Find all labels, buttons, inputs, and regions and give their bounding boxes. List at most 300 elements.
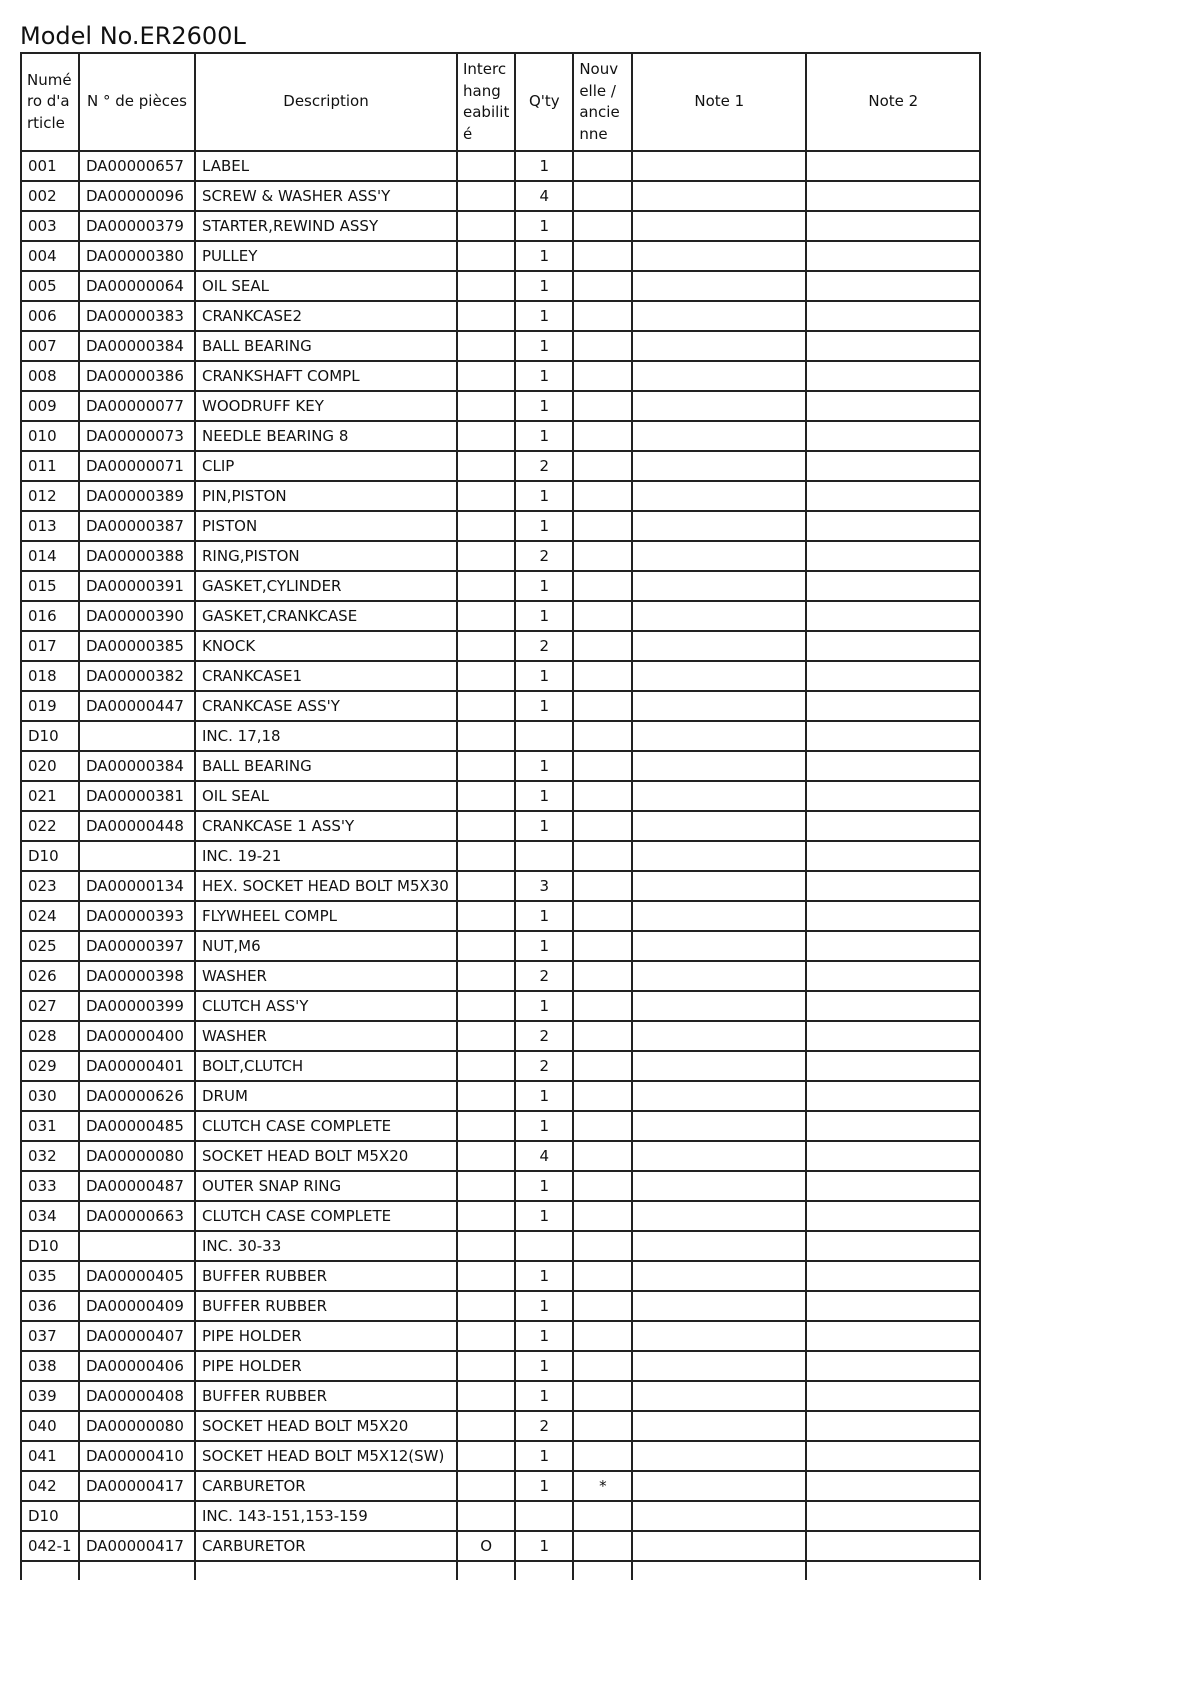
cell-quantity: 1 <box>515 781 573 811</box>
cell-quantity: 1 <box>515 241 573 271</box>
table-row <box>21 1231 980 1261</box>
cell-note-1 <box>632 1201 806 1231</box>
cell-description: OIL SEAL <box>195 781 457 811</box>
cell-description: BUFFER RUBBER <box>195 1291 457 1321</box>
cell-description: BOLT,CLUTCH <box>195 1051 457 1081</box>
model-title: Model No.ER2600L <box>20 22 246 50</box>
cell-interchangeability <box>457 1051 515 1081</box>
cell-quantity: 1 <box>515 271 573 301</box>
cell-item-number: 036 <box>21 1291 79 1321</box>
cell-new-old <box>573 1501 632 1531</box>
cell-item-number: 023 <box>21 871 79 901</box>
cell-part-number: DA00000393 <box>79 901 195 931</box>
cell-quantity: 1 <box>515 1111 573 1141</box>
cell-note-1 <box>632 541 806 571</box>
cell-interchangeability <box>457 301 515 331</box>
cell-part-number <box>79 1231 195 1261</box>
table-row <box>21 1291 980 1321</box>
cell-note-1 <box>632 691 806 721</box>
cell-item-number: 016 <box>21 601 79 631</box>
cell-item-number: 017 <box>21 631 79 661</box>
cell-new-old <box>573 1081 632 1111</box>
cell-part-number: DA00000407 <box>79 1321 195 1351</box>
cell-part-number <box>79 721 195 751</box>
cell-note-1 <box>632 1411 806 1441</box>
cell-quantity: 1 <box>515 511 573 541</box>
header-note-1: Note 1 <box>632 53 806 151</box>
cell-note-2 <box>806 661 980 691</box>
cell-part-number: DA00000134 <box>79 871 195 901</box>
cell-item-number: 015 <box>21 571 79 601</box>
cell-note-2 <box>806 1351 980 1381</box>
cell-note-2 <box>806 541 980 571</box>
table-row <box>21 361 980 391</box>
cell-description: DRUM <box>195 1081 457 1111</box>
cell-quantity: 2 <box>515 1021 573 1051</box>
cell-note-1 <box>632 1501 806 1531</box>
cell-new-old <box>573 931 632 961</box>
cell-quantity: 1 <box>515 901 573 931</box>
cell-quantity: 1 <box>515 1171 573 1201</box>
cell-interchangeability <box>457 331 515 361</box>
header-description: Description <box>195 53 457 151</box>
cell-description: CRANKCASE2 <box>195 301 457 331</box>
cell-note-2 <box>806 151 980 181</box>
cell-new-old <box>573 1201 632 1231</box>
cell-note-2 <box>806 601 980 631</box>
cell-note-1 <box>632 1471 806 1501</box>
cell-item-number: 004 <box>21 241 79 271</box>
cell-note-2 <box>806 271 980 301</box>
cell-new-old <box>573 901 632 931</box>
cell-item-number: 040 <box>21 1411 79 1441</box>
cell-new-old <box>573 481 632 511</box>
cell-note-2 <box>806 1381 980 1411</box>
cell-note-2 <box>806 1501 980 1531</box>
cell-interchangeability <box>457 631 515 661</box>
cell-quantity: 1 <box>515 391 573 421</box>
cell-item-number: 032 <box>21 1141 79 1171</box>
cell-interchangeability <box>457 391 515 421</box>
empty-cell <box>515 1561 573 1580</box>
cell-item-number: D10 <box>21 1501 79 1531</box>
table-row <box>21 421 980 451</box>
cell-new-old <box>573 721 632 751</box>
cell-description: BUFFER RUBBER <box>195 1381 457 1411</box>
cell-part-number: DA00000390 <box>79 601 195 631</box>
cell-note-1 <box>632 841 806 871</box>
cell-new-old <box>573 181 632 211</box>
cell-interchangeability <box>457 1261 515 1291</box>
cell-interchangeability <box>457 931 515 961</box>
cell-new-old <box>573 1381 632 1411</box>
cell-note-2 <box>806 961 980 991</box>
cell-interchangeability <box>457 1471 515 1501</box>
cell-note-2 <box>806 1471 980 1501</box>
cell-note-1 <box>632 721 806 751</box>
cell-item-number: 041 <box>21 1441 79 1471</box>
cell-quantity: 1 <box>515 361 573 391</box>
table-row <box>21 1261 980 1291</box>
cell-note-1 <box>632 1021 806 1051</box>
cell-description: PIN,PISTON <box>195 481 457 511</box>
table-row <box>21 661 980 691</box>
table-row <box>21 871 980 901</box>
cell-note-1 <box>632 781 806 811</box>
cell-new-old <box>573 1321 632 1351</box>
cell-item-number: 038 <box>21 1351 79 1381</box>
cell-part-number: DA00000399 <box>79 991 195 1021</box>
cell-interchangeability <box>457 691 515 721</box>
cell-note-1 <box>632 1441 806 1471</box>
table-row <box>21 271 980 301</box>
cell-new-old <box>573 961 632 991</box>
table-row <box>21 211 980 241</box>
cell-new-old <box>573 511 632 541</box>
cell-quantity: 1 <box>515 1381 573 1411</box>
table-row <box>21 1201 980 1231</box>
cell-note-1 <box>632 571 806 601</box>
cell-part-number: DA00000487 <box>79 1171 195 1201</box>
cell-item-number: 003 <box>21 211 79 241</box>
cell-part-number: DA00000380 <box>79 241 195 271</box>
cell-interchangeability <box>457 901 515 931</box>
table-row <box>21 1081 980 1111</box>
table-row <box>21 691 980 721</box>
table-row <box>21 841 980 871</box>
cell-note-2 <box>806 1051 980 1081</box>
cell-description: CRANKSHAFT COMPL <box>195 361 457 391</box>
cell-quantity: 2 <box>515 541 573 571</box>
cell-quantity: 1 <box>515 751 573 781</box>
cell-description: WASHER <box>195 1021 457 1051</box>
cell-quantity: 2 <box>515 961 573 991</box>
table-row <box>21 811 980 841</box>
cell-quantity: 2 <box>515 1051 573 1081</box>
cell-item-number: 026 <box>21 961 79 991</box>
cell-new-old <box>573 211 632 241</box>
cell-description: BALL BEARING <box>195 751 457 781</box>
cell-interchangeability <box>457 1111 515 1141</box>
cell-note-2 <box>806 331 980 361</box>
cell-note-1 <box>632 481 806 511</box>
cell-quantity: 1 <box>515 1081 573 1111</box>
cell-part-number: DA00000398 <box>79 961 195 991</box>
cell-interchangeability <box>457 361 515 391</box>
cell-interchangeability <box>457 151 515 181</box>
cell-part-number: DA00000397 <box>79 931 195 961</box>
cell-item-number: 002 <box>21 181 79 211</box>
cell-item-number: 042-1 <box>21 1531 79 1561</box>
cell-new-old <box>573 151 632 181</box>
table-row <box>21 781 980 811</box>
cell-interchangeability <box>457 1231 515 1261</box>
cell-item-number: 034 <box>21 1201 79 1231</box>
cell-part-number: DA00000383 <box>79 301 195 331</box>
cell-note-2 <box>806 1171 980 1201</box>
cell-interchangeability <box>457 1081 515 1111</box>
cell-note-1 <box>632 901 806 931</box>
table-body <box>21 151 980 1580</box>
cell-part-number: DA00000408 <box>79 1381 195 1411</box>
cell-interchangeability <box>457 451 515 481</box>
cell-note-1 <box>632 181 806 211</box>
cell-description: CLUTCH ASS'Y <box>195 991 457 1021</box>
cell-note-2 <box>806 1081 980 1111</box>
cell-part-number: DA00000387 <box>79 511 195 541</box>
table-row <box>21 1171 980 1201</box>
cell-interchangeability <box>457 1321 515 1351</box>
cell-description: PISTON <box>195 511 457 541</box>
cell-note-2 <box>806 571 980 601</box>
cell-description: INC. 143-151,153-159 <box>195 1501 457 1531</box>
cell-note-1 <box>632 331 806 361</box>
cell-interchangeability <box>457 1021 515 1051</box>
cell-part-number: DA00000663 <box>79 1201 195 1231</box>
table-row <box>21 571 980 601</box>
cell-quantity: 1 <box>515 571 573 601</box>
cell-description: SOCKET HEAD BOLT M5X20 <box>195 1141 457 1171</box>
cell-note-1 <box>632 1261 806 1291</box>
cell-quantity: 1 <box>515 481 573 511</box>
table-row <box>21 1411 980 1441</box>
cell-interchangeability <box>457 991 515 1021</box>
cell-description: SCREW & WASHER ASS'Y <box>195 181 457 211</box>
cell-item-number: 039 <box>21 1381 79 1411</box>
cell-interchangeability <box>457 481 515 511</box>
cell-interchangeability <box>457 1141 515 1171</box>
cell-new-old <box>573 781 632 811</box>
cell-note-2 <box>806 991 980 1021</box>
table-row <box>21 961 980 991</box>
cell-interchangeability <box>457 781 515 811</box>
cell-new-old <box>573 301 632 331</box>
empty-cell <box>573 1561 632 1580</box>
cell-part-number: DA00000485 <box>79 1111 195 1141</box>
cell-note-2 <box>806 1441 980 1471</box>
cell-quantity: 1 <box>515 1321 573 1351</box>
cell-interchangeability <box>457 1381 515 1411</box>
cell-item-number: 013 <box>21 511 79 541</box>
cell-quantity: 1 <box>515 1261 573 1291</box>
cell-new-old <box>573 1531 632 1561</box>
cell-part-number <box>79 1501 195 1531</box>
cell-note-1 <box>632 1081 806 1111</box>
cell-new-old <box>573 871 632 901</box>
cell-description: CRANKCASE1 <box>195 661 457 691</box>
cell-note-2 <box>806 211 980 241</box>
cell-interchangeability <box>457 841 515 871</box>
cell-description: LABEL <box>195 151 457 181</box>
table-row <box>21 391 980 421</box>
cell-interchangeability <box>457 511 515 541</box>
cell-note-1 <box>632 1531 806 1561</box>
cell-new-old <box>573 631 632 661</box>
cell-new-old <box>573 1411 632 1441</box>
table-row <box>21 931 980 961</box>
cell-part-number: DA00000391 <box>79 571 195 601</box>
cell-quantity: 4 <box>515 1141 573 1171</box>
cell-item-number: 014 <box>21 541 79 571</box>
cell-interchangeability <box>457 751 515 781</box>
cell-note-2 <box>806 181 980 211</box>
cell-part-number: DA00000080 <box>79 1411 195 1441</box>
cell-item-number: 024 <box>21 901 79 931</box>
cell-quantity: 1 <box>515 331 573 361</box>
cell-quantity <box>515 1231 573 1261</box>
cell-description: RING,PISTON <box>195 541 457 571</box>
cell-interchangeability <box>457 1441 515 1471</box>
cell-part-number: DA00000401 <box>79 1051 195 1081</box>
cell-new-old <box>573 421 632 451</box>
cell-note-1 <box>632 1291 806 1321</box>
cell-quantity: 1 <box>515 661 573 691</box>
cell-item-number: 042 <box>21 1471 79 1501</box>
cell-quantity: 1 <box>515 991 573 1021</box>
cell-note-2 <box>806 1411 980 1441</box>
table-row <box>21 1051 980 1081</box>
table-row-cutoff <box>21 1561 980 1580</box>
cell-note-2 <box>806 301 980 331</box>
cell-new-old <box>573 811 632 841</box>
cell-note-2 <box>806 451 980 481</box>
cell-note-2 <box>806 811 980 841</box>
empty-cell <box>21 1561 79 1580</box>
cell-quantity: 1 <box>515 1531 573 1561</box>
cell-part-number <box>79 841 195 871</box>
cell-new-old <box>573 241 632 271</box>
cell-item-number: D10 <box>21 841 79 871</box>
cell-quantity: 1 <box>515 1471 573 1501</box>
cell-note-2 <box>806 1021 980 1051</box>
table-row <box>21 481 980 511</box>
table-row <box>21 1351 980 1381</box>
cell-item-number: 010 <box>21 421 79 451</box>
cell-quantity: 1 <box>515 1201 573 1231</box>
cell-note-2 <box>806 901 980 931</box>
cell-interchangeability <box>457 1351 515 1381</box>
cell-description: CLIP <box>195 451 457 481</box>
cell-note-2 <box>806 1141 980 1171</box>
cell-description: PIPE HOLDER <box>195 1321 457 1351</box>
cell-note-1 <box>632 1351 806 1381</box>
cell-item-number: 020 <box>21 751 79 781</box>
header-row <box>21 53 980 151</box>
cell-note-2 <box>806 421 980 451</box>
cell-new-old <box>573 1021 632 1051</box>
cell-item-number: 007 <box>21 331 79 361</box>
cell-note-1 <box>632 1321 806 1351</box>
cell-interchangeability <box>457 181 515 211</box>
cell-interchangeability: O <box>457 1531 515 1561</box>
cell-part-number: DA00000384 <box>79 751 195 781</box>
cell-quantity: 1 <box>515 301 573 331</box>
cell-description: INC. 17,18 <box>195 721 457 751</box>
cell-item-number: 029 <box>21 1051 79 1081</box>
cell-note-1 <box>632 301 806 331</box>
empty-cell <box>79 1561 195 1580</box>
table-row <box>21 1471 980 1501</box>
table-row <box>21 181 980 211</box>
cell-quantity: 1 <box>515 151 573 181</box>
cell-note-2 <box>806 721 980 751</box>
cell-note-2 <box>806 241 980 271</box>
cell-new-old <box>573 391 632 421</box>
cell-description: BALL BEARING <box>195 331 457 361</box>
cell-new-old <box>573 541 632 571</box>
cell-interchangeability <box>457 1291 515 1321</box>
table-row <box>21 511 980 541</box>
cell-part-number: DA00000096 <box>79 181 195 211</box>
cell-note-2 <box>806 511 980 541</box>
cell-part-number: DA00000417 <box>79 1471 195 1501</box>
table-row <box>21 541 980 571</box>
cell-new-old <box>573 451 632 481</box>
cell-note-2 <box>806 1321 980 1351</box>
cell-quantity <box>515 841 573 871</box>
cell-interchangeability <box>457 1171 515 1201</box>
cell-part-number: DA00000448 <box>79 811 195 841</box>
cell-note-2 <box>806 1531 980 1561</box>
cell-quantity: 2 <box>515 451 573 481</box>
table-row <box>21 331 980 361</box>
cell-description: SOCKET HEAD BOLT M5X20 <box>195 1411 457 1441</box>
cell-note-1 <box>632 151 806 181</box>
cell-interchangeability <box>457 871 515 901</box>
cell-quantity: 2 <box>515 1411 573 1441</box>
table-row <box>21 1441 980 1471</box>
cell-note-2 <box>806 841 980 871</box>
cell-note-1 <box>632 751 806 781</box>
cell-description: OUTER SNAP RING <box>195 1171 457 1201</box>
table-row <box>21 601 980 631</box>
cell-description: CLUTCH CASE COMPLETE <box>195 1111 457 1141</box>
table-row <box>21 301 980 331</box>
cell-part-number: DA00000657 <box>79 151 195 181</box>
table-row <box>21 631 980 661</box>
cell-quantity: 4 <box>515 181 573 211</box>
cell-quantity: 1 <box>515 1441 573 1471</box>
cell-part-number: DA00000382 <box>79 661 195 691</box>
cell-description: CLUTCH CASE COMPLETE <box>195 1201 457 1231</box>
cell-interchangeability <box>457 721 515 751</box>
empty-cell <box>195 1561 457 1580</box>
cell-note-2 <box>806 751 980 781</box>
cell-part-number: DA00000064 <box>79 271 195 301</box>
cell-item-number: 018 <box>21 661 79 691</box>
header-interchangeability: Interc hang eabilit é <box>457 53 515 151</box>
cell-description: NEEDLE BEARING 8 <box>195 421 457 451</box>
cell-new-old <box>573 1291 632 1321</box>
cell-part-number: DA00000626 <box>79 1081 195 1111</box>
cell-new-old <box>573 1261 632 1291</box>
cell-note-2 <box>806 1261 980 1291</box>
cell-description: CRANKCASE ASS'Y <box>195 691 457 721</box>
cell-new-old: * <box>573 1471 632 1501</box>
cell-part-number: DA00000077 <box>79 391 195 421</box>
cell-note-1 <box>632 1051 806 1081</box>
cell-interchangeability <box>457 661 515 691</box>
cell-description: INC. 19-21 <box>195 841 457 871</box>
cell-note-1 <box>632 811 806 841</box>
cell-new-old <box>573 361 632 391</box>
cell-part-number: DA00000410 <box>79 1441 195 1471</box>
cell-description: GASKET,CYLINDER <box>195 571 457 601</box>
cell-quantity: 1 <box>515 1291 573 1321</box>
cell-item-number: 006 <box>21 301 79 331</box>
cell-new-old <box>573 751 632 781</box>
table-row <box>21 1141 980 1171</box>
